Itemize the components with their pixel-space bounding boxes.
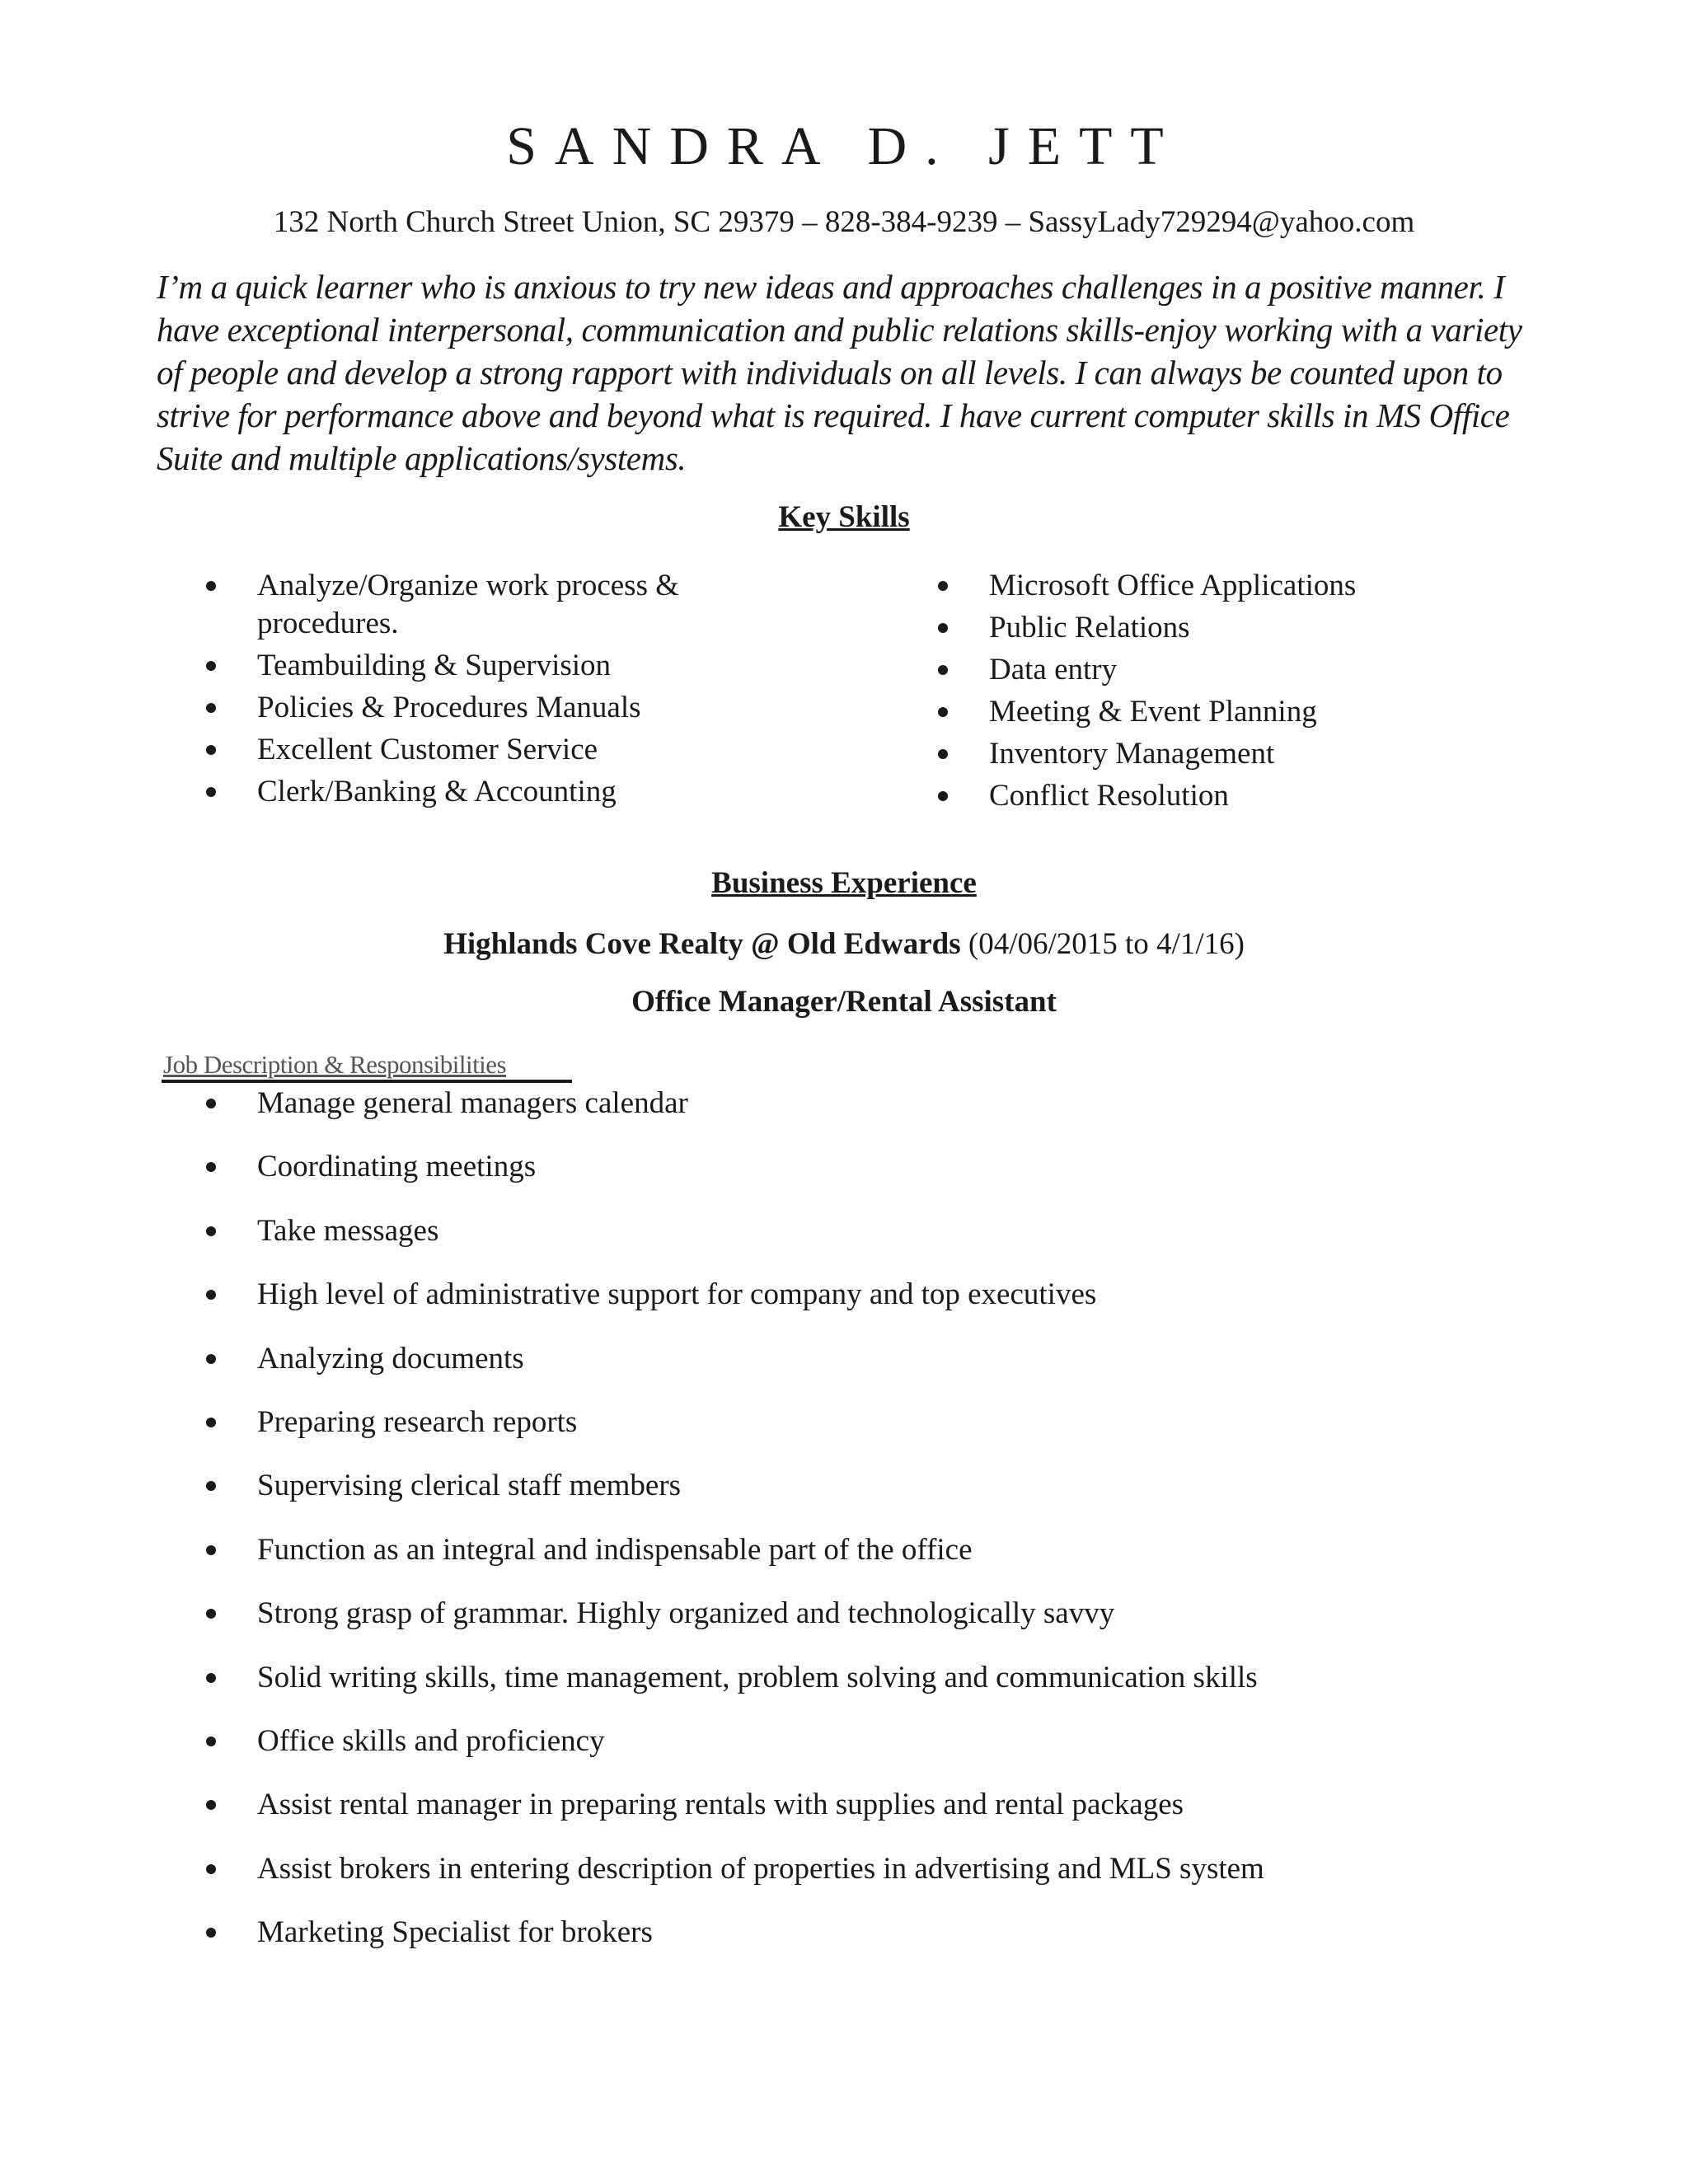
- duty-text: High level of administrative support for company and top executives: [257, 1277, 1097, 1312]
- list-item: [938, 735, 1515, 773]
- skill-text: Inventory Management: [989, 737, 1275, 771]
- duty-text: Marketing Specialist for brokers: [257, 1915, 653, 1950]
- list-item: [206, 1085, 1541, 1148]
- company-name: Highlands Cove Realty @ Old Edwards: [443, 927, 961, 961]
- list-item: [206, 1595, 1541, 1658]
- bullet-icon: [206, 581, 216, 591]
- skill-text: Public Relations: [989, 611, 1190, 644]
- duty-text: Function as an integral and indispensable part of the office: [257, 1532, 973, 1567]
- list-item: [206, 1404, 1541, 1467]
- skill-text: Policies & Procedures Manuals: [257, 691, 641, 724]
- bullet-icon: [938, 707, 948, 717]
- bullet-icon: [206, 745, 216, 755]
- list-item: [206, 1850, 1541, 1914]
- list-item: [938, 651, 1515, 689]
- bullet-icon: [206, 1226, 216, 1236]
- bullet-icon: [206, 1736, 216, 1746]
- list-item: [206, 1467, 1541, 1530]
- business-experience-heading: Business Experience: [711, 866, 977, 900]
- bullet-icon: [938, 791, 948, 801]
- list-item: [938, 693, 1515, 731]
- list-item: [206, 773, 734, 811]
- key-skills-right-list: [938, 567, 1515, 819]
- bullet-icon: [206, 1545, 216, 1555]
- list-item: [206, 1722, 1541, 1786]
- bullet-icon: [206, 1290, 216, 1300]
- bullet-icon: [206, 1928, 216, 1938]
- bullet-icon: [938, 623, 948, 633]
- list-item: [938, 777, 1515, 815]
- bullet-icon: [938, 665, 948, 675]
- skill-text: Data entry: [989, 653, 1118, 687]
- bullet-icon: [206, 703, 216, 713]
- duty-text: Analyzing documents: [257, 1341, 524, 1376]
- job-company-line: [0, 926, 1688, 962]
- list-item: [206, 1531, 1541, 1595]
- list-item: [206, 689, 734, 727]
- bullet-icon: [206, 1673, 216, 1683]
- duty-text: Solid writing skills, time management, problem solving and communication skills: [257, 1660, 1258, 1694]
- duty-text: Strong grasp of grammar. Highly organized and technologically savvy: [257, 1596, 1115, 1631]
- duty-text: Manage general managers calendar: [257, 1086, 688, 1120]
- skill-text: Clerk/Banking & Accounting: [257, 775, 617, 808]
- list-item: [206, 1914, 1541, 1977]
- duty-text: Coordinating meetings: [257, 1150, 537, 1184]
- responsibilities-heading: Job Description & Responsibilities: [163, 1050, 507, 1079]
- bullet-icon: [206, 1609, 216, 1619]
- bullet-icon: [206, 787, 216, 797]
- list-item: [938, 609, 1515, 647]
- bullet-icon: [938, 581, 948, 591]
- duty-text: Preparing research reports: [257, 1404, 578, 1439]
- duty-text: Supervising clerical staff members: [257, 1469, 682, 1503]
- duty-text: Take messages: [257, 1213, 439, 1248]
- resume-name: SANDRA D. JETT: [506, 116, 1182, 176]
- list-item: [206, 1659, 1541, 1722]
- list-item: [206, 1786, 1541, 1849]
- list-item: [206, 567, 734, 643]
- duty-text: Office skills and proficiency: [257, 1723, 605, 1758]
- list-item: [206, 1276, 1541, 1339]
- skill-text: Teambuilding & Supervision: [257, 649, 612, 682]
- bullet-icon: [206, 1354, 216, 1364]
- list-item: [938, 567, 1515, 605]
- contact-line: 132 North Church Street Union, SC 29379 – 828-384-9239 – SassyLady729294@yahoo.com: [273, 205, 1415, 239]
- list-item: [206, 1340, 1541, 1404]
- bullet-icon: [206, 1099, 216, 1108]
- bullet-icon: [206, 1418, 216, 1427]
- duty-text: Assist brokers in entering description of properties in advertising and MLS system: [257, 1851, 1264, 1886]
- key-skills-heading: Key Skills: [778, 500, 910, 534]
- bullet-icon: [206, 1481, 216, 1491]
- job-title: Office Manager/Rental Assistant: [631, 985, 1057, 1019]
- skill-text: Excellent Customer Service: [257, 733, 598, 766]
- heading-underline: [162, 1080, 572, 1083]
- bullet-icon: [206, 661, 216, 671]
- duty-text: Assist rental manager in preparing rentals with supplies and rental packages: [257, 1788, 1184, 1822]
- skill-text: Conflict Resolution: [989, 779, 1229, 813]
- list-item: [206, 1212, 1541, 1276]
- list-item: [206, 647, 734, 685]
- bullet-icon: [206, 1162, 216, 1172]
- job-dates: (04/06/2015 to 4/1/16): [968, 927, 1245, 961]
- skill-text: Meeting & Event Planning: [989, 695, 1317, 729]
- skill-text: Analyze/Organize work process & procedures.: [257, 569, 680, 640]
- bullet-icon: [206, 1864, 216, 1874]
- list-item: [206, 731, 734, 769]
- bullet-icon: [938, 749, 948, 759]
- summary-paragraph: I’m a quick learner who is anxious to try new ideas and approaches challenges in a positive manner. I have exceptional interpersonal, communication and public relations skills-enjoy working with a variety of people and develop a strong rapport with individuals on all levels. I can always be counted upon to strive for performance above and beyond what is required. I have current computer skills in MS Office Suite and multiple applications/systems.: [157, 268, 1522, 477]
- list-item: [206, 1148, 1541, 1212]
- skill-text: Microsoft Office Applications: [989, 569, 1357, 602]
- responsibilities-list: [206, 1085, 1541, 1977]
- key-skills-left-list: [206, 567, 734, 815]
- bullet-icon: [206, 1800, 216, 1810]
